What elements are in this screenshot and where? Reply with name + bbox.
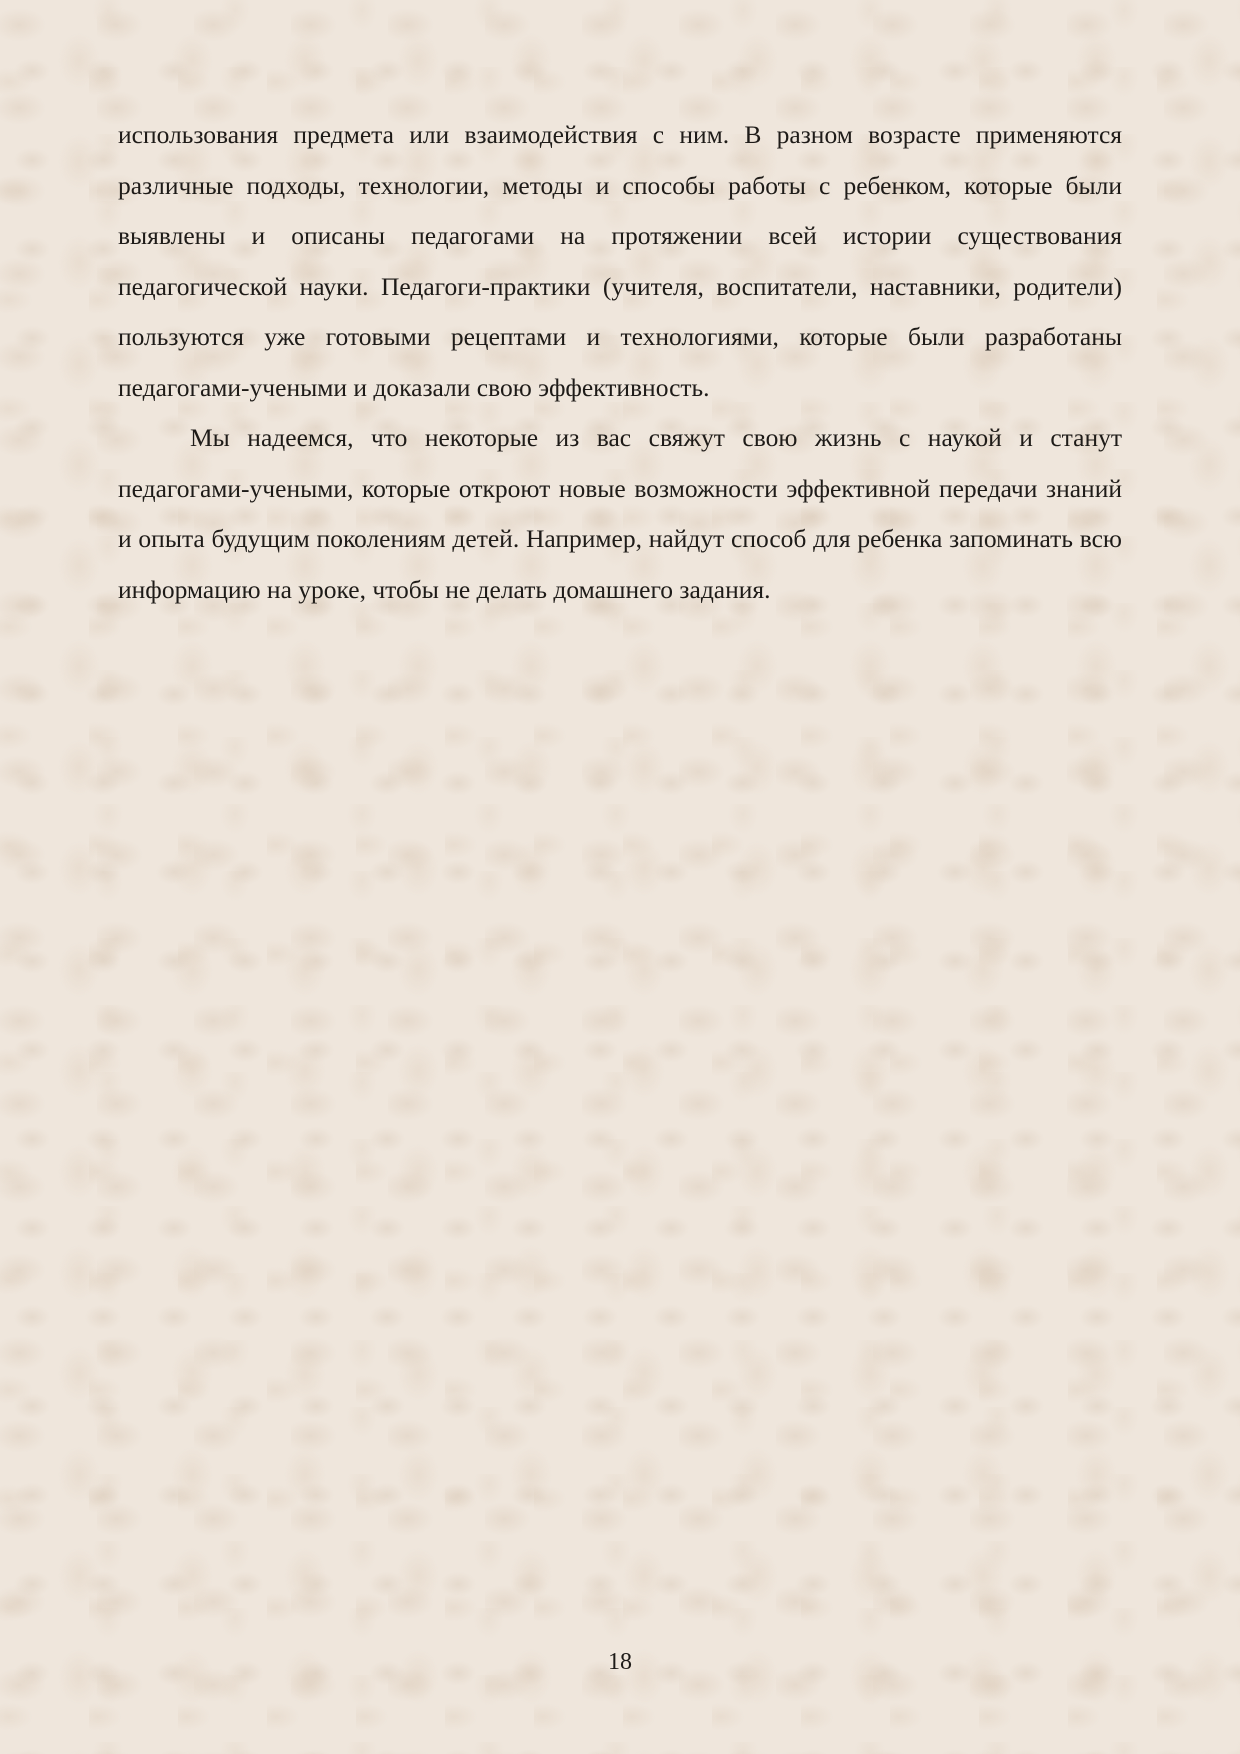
page-number: 18 (608, 1649, 632, 1675)
paragraph-continuation: использования предмета или взаимодействия с ним. В разном возрасте применяются различные подходы, технологии, методы и способы работы с ребенком, которые были выявлены и описаны педагогами на протяжении всей истории существования педагогической науки. Педагоги-практики (учителя, воспитатели, наставники, родители) пользуются уже готовыми рецептами и технологиями, которые были разработаны педагогами-учеными и доказали свою эффективность. (118, 120, 1122, 402)
paragraph: Мы надеемся, что некоторые из вас свяжут свою жизнь с наукой и станут педагогами-учеными, которые откроют новые возможности эффективной передачи знаний и опыта будущим поколениям детей. Например, найдут способ для ребенка запоминать всю информацию на уроке, чтобы не делать домашнего задания. (118, 423, 1122, 604)
body-text (118, 110, 1122, 615)
